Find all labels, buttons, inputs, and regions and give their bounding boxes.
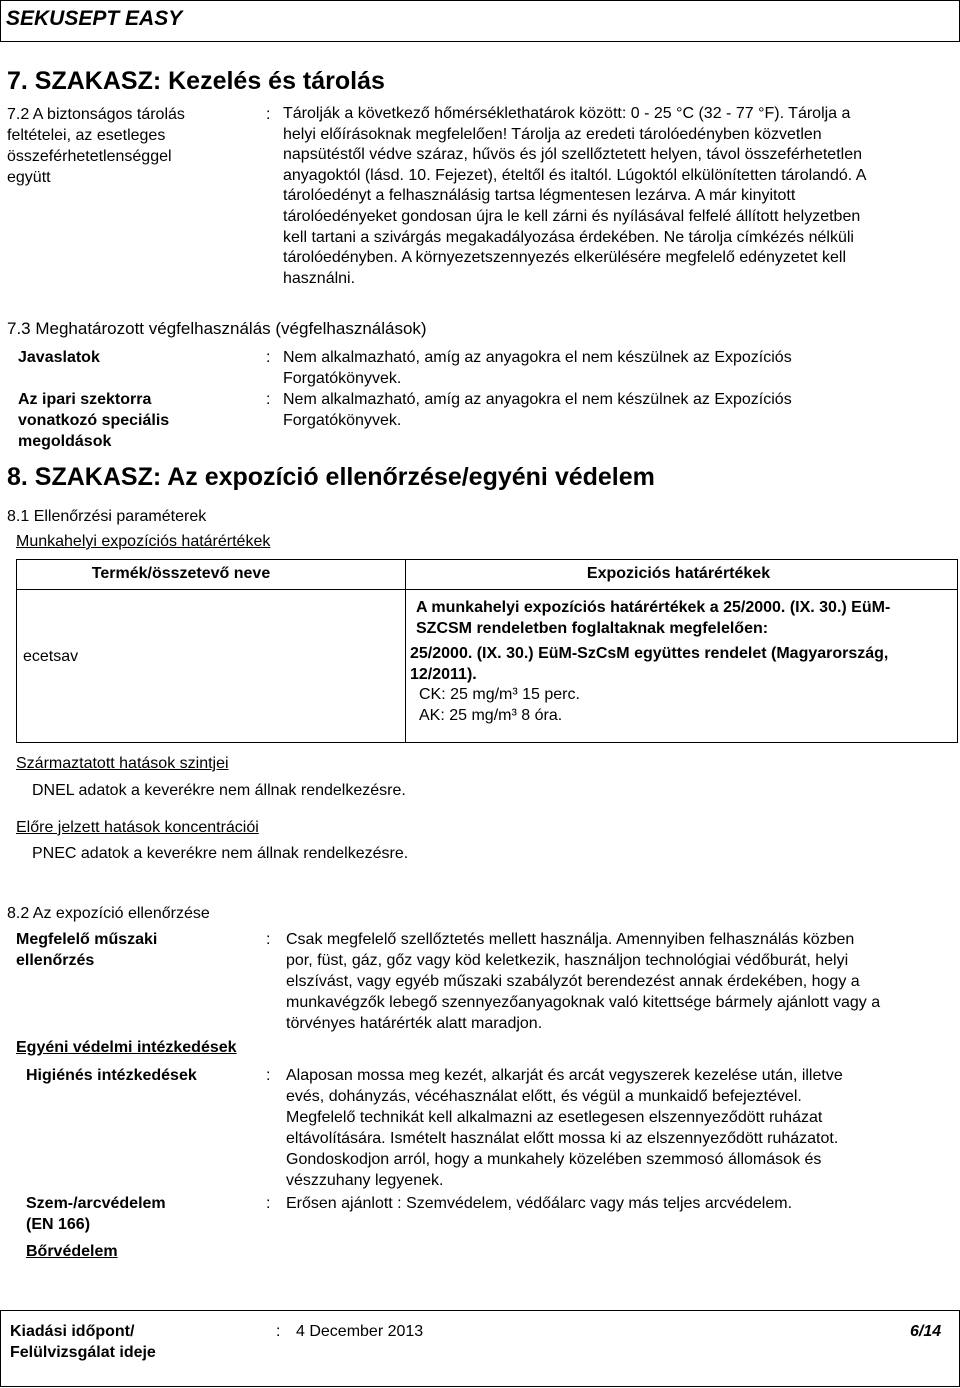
s72-text: Tárolják a következő hőmérséklethatárok között: 0 - 25 °C (32 - 77 °F). Tárolja a helyi előírásoknak megfelelően! Tárolja az eredeti tárolóedényben közvetlen napsütéstől védve száraz, hűvös és jól szellőztetett helyen, távol összeférhetetlen anyagoktól (lásd. 10. Fejezet), ételtől és italtól. Lúgoktól elkülönítetten tárolandó. A tárolóedényt a felhasználásig tartsa légmentesen lezárva. A már kinyitott tárolóedényeket gondosan újra le kell zárni és nyílásával felfelé állított helyzetben kell tartani a szivárgás megakadályozása érdekében. Ne tárolja címkézés nélküli tárolóedényben. A környezetszennyezés elkerülésére megfelelő edényzetet kell használni. [283,105,867,287]
personal-protection-heading: Egyéni védelmi intézkedések [16,1039,237,1056]
table-row-limits: A munkahelyi expozíciós határértékek a 25/2000. (IX. 30.) EüM- SZCSM rendeletben foglaltaknak megfelelően: 25/2000. (IX. 30.) EüM-SzCsM együttes rendelet (Magyarország, 12/2011). CK: 25 mg/m³ 15 perc. AK: 25 mg/m³ 8 óra. [406,590,958,743]
table-header-product: Termék/összetevő neve [17,560,406,590]
skin-protection-heading: Bőrvédelem [26,1243,118,1260]
section-7-title: 7. SZAKASZ: Kezelés és tárolás [7,67,385,95]
dnel-text: DNEL adatok a keverékre nem állnak rendelkezésre. [32,782,406,799]
pnec-heading: Előre jelzett hatások koncentrációi [16,819,259,836]
oel-heading: Munkahelyi expozíciós határértékek [16,533,271,550]
dnel-heading: Származtatott hatások szintjei [16,755,229,772]
s81-title: 8.1 Ellenőrzési paraméterek [7,508,207,525]
s73-recommendations-text: Nem alkalmazható, amíg az anyagokra el nem készülnek az Expozíciós Forgatókönyvek. [283,349,792,387]
page-number: 6/14 [910,1323,942,1340]
colon: : [266,931,271,948]
engineering-text: Csak megfelelő szellőztetés mellett használja. Amennyiben felhasználás közben por, füst, gáz, gőz vagy köd keletkezik, használjon technológiai védőburát, helyi elszívást, vagy egyéb műszaki szabályzót berendezést annak érdekében, hogy a munkavégzők lebegő szennyezőanyagoknak való kitettsége bármely ajánlott vagy a törvényes határérték alatt maradjon. [286,931,881,1032]
colon: : [266,106,271,123]
pnec-text: PNEC adatok a keverékre nem állnak rendelkezésre. [32,845,409,862]
s73-title: 7.3 Meghatározott végfelhasználás (végfelhasználások) [7,319,427,338]
footer-date: 4 December 2013 [296,1323,424,1340]
eye-protection-label: Szem-/arcvédelem (EN 166) [26,1195,166,1233]
colon: : [266,349,271,366]
colon: : [266,391,271,408]
document-title: SEKUSEPT EASY [6,7,183,30]
section-8-title: 8. SZAKASZ: Az expozíció ellenőrzése/egyéni védelem [7,463,655,491]
eye-protection-text: Erősen ajánlott : Szemvédelem, védőálarc vagy más teljes arcvédelem. [286,1195,793,1212]
colon: : [266,1195,271,1212]
footer-date-label: Kiadási időpont/ Felülvizsgálat ideje [10,1323,156,1361]
colon: : [276,1323,281,1340]
exposure-limits-table [16,559,958,743]
s73-industrial-text: Nem alkalmazható, amíg az anyagokra el nem készülnek az Expozíciós Forgatókönyvek. [283,391,792,429]
s73-recommendations-label: Javaslatok [18,349,100,366]
hygiene-label: Higiénés intézkedések [26,1067,197,1084]
s82-title: 8.2 Az expozíció ellenőrzése [7,905,210,922]
hygiene-text: Alaposan mossa meg kezét, alkarját és arcát vegyszerek kezelése után, illetve evés, dohányzás, vécéhasználat előtt, és végül a munkaidő befejeztével. Megfelelő technikát kell alkalmazni az esetlegesen elszennyeződött ruházat eltávolítására. Ismételt használat előtt mossa ki az elszennyeződött ruházatot. Gondoskodjon arról, hogy a munkahely közelében szemmosó állomások és vészzuhany legyenek. [286,1067,843,1189]
s72-label: 7.2 A biztonságos tárolás feltételei, az esetleges összeférhetetlenséggel együtt [7,106,185,186]
table-row-product: ecetsav [17,590,406,743]
colon: : [266,1067,271,1084]
table-header-limits: Expoziciós határértékek [406,560,958,590]
engineering-label: Megfelelő műszaki ellenőrzés [16,931,158,969]
s73-industrial-label: Az ipari szektorra vonatkozó speciális megoldások [18,391,170,450]
